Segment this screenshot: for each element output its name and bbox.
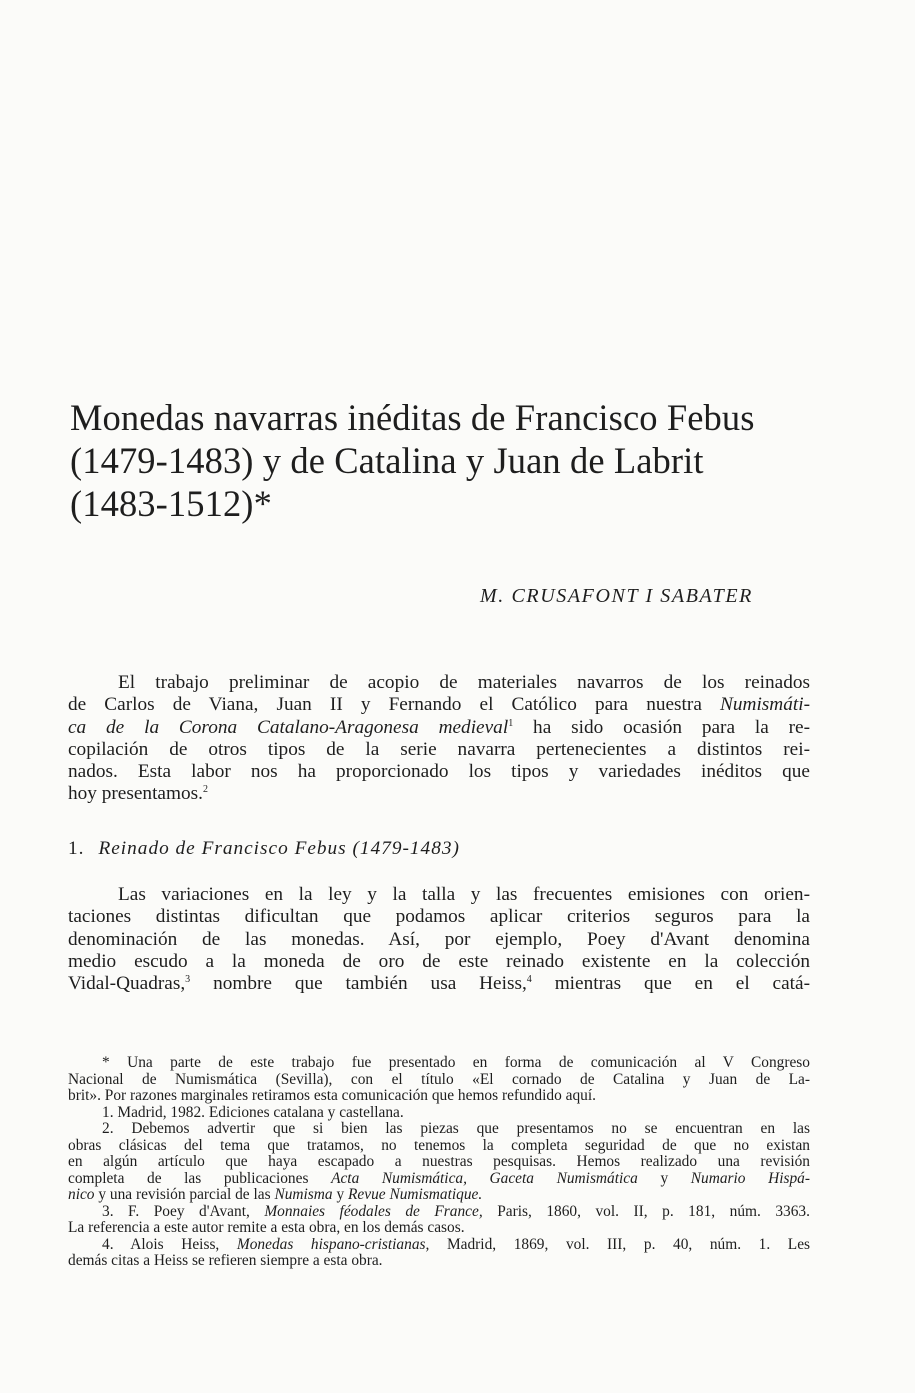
footnote-2: 2. Debemos advertir que si bien las piezas que presentamos no se encuentran en las — [102, 1120, 810, 1137]
book-title-ref: ca de la Corona Catalano-Aragonesa medieval — [68, 716, 509, 738]
footnote-marker-3: 3 — [185, 974, 191, 986]
text-line: hoy presentamos.$^2$ — [68, 783, 208, 805]
section-paragraph — [68, 884, 810, 995]
footnote-line: obras clásicas del tema que tratamos, no tenemos la completa seguridad de que no existan — [68, 1136, 810, 1154]
title-line-2: (1479-1483) y de Catalina y Juan de Labrit — [70, 440, 704, 481]
footnote-line: completa de las publicaciones Acta Numismática, Gaceta Numismática y Numario Hispá- — [68, 1169, 810, 1187]
intro-paragraph — [68, 672, 810, 806]
footnote-4: 4. Alois Heiss, Monedas hispano-cristianas, Madrid, 1869, vol. III, p. 40, núm. 1. Les — [102, 1235, 811, 1253]
article-author: M. CRUSAFONT I SABATER — [480, 585, 753, 607]
text-line: denominación de las monedas. Así, por ejemplo, Poey d'Avant denomina — [68, 928, 810, 950]
footnote-line: en algún artículo que haya escapado a nuestras pesquisas. Hemos realizado una revisión — [68, 1153, 810, 1170]
footnote-marker-1: 1 — [508, 717, 514, 729]
footnote-1: 1. Madrid, 1982. Ediciones catalana y castellana. — [102, 1103, 404, 1121]
text-line: El trabajo preliminar de acopio de materiales navarros de los reinados — [118, 672, 810, 693]
text-line: de Carlos de Viana, Juan II y Fernando el Católico para nuestra Numismáti- — [68, 694, 811, 716]
title-line-1: Monedas navarras inéditas de Francisco Febus — [70, 397, 755, 438]
text-line: taciones distintas dificultan que podamos aplicar criterios seguros para la — [68, 906, 810, 928]
footnote-line: nico y una revisión parcial de las Numisma y Revue Numismatique. — [68, 1186, 483, 1203]
footnote-3: 3. F. Poey d'Avant, Monnaies féodales de France, Paris, 1860, vol. II, p. 181, núm. 3363. — [102, 1202, 810, 1220]
section-number: 1. — [68, 838, 85, 859]
book-title-ref: Numismáti- — [720, 694, 811, 716]
section-heading — [68, 838, 460, 860]
text-line: Vidal-Quadras,$^3$ nombre que también usa Heiss,$^4$ mientras que en el catá- — [68, 973, 811, 995]
footnote-marker-4: 4 — [526, 974, 532, 986]
footnote-line: brit». Por razones marginales retiramos esta comunicación que hemos refundido aquí. — [68, 1087, 596, 1104]
text-line: copilación de otros tipos de la serie navarra pertenecientes a distintos rei- — [68, 738, 810, 760]
footnote-line: La referencia a este autor remite a esta obra, en los demás casos. — [68, 1219, 465, 1236]
text-line: medio escudo a la moneda de oro de este reinado existente en la colección — [68, 950, 810, 972]
footnotes — [68, 1055, 810, 1270]
footnote-star: * Una parte de este trabajo fue presentado en forma de comunicación al V Congreso — [102, 1054, 810, 1071]
footnote-line: demás citas a Heiss se refieren siempre a esta obra. — [68, 1252, 383, 1269]
text-line: nados. Esta labor nos ha proporcionado los tipos y variedades inéditos que — [68, 761, 810, 783]
footnote-line: Nacional de Numismática (Sevilla), con el título «El cornado de Catalina y Juan de La- — [68, 1070, 810, 1088]
footnote-marker-2: 2 — [202, 784, 208, 796]
title-line-3: (1483-1512)* — [70, 483, 272, 524]
section-title: Reinado de Francisco Febus (1479-1483) — [98, 838, 460, 859]
text-line: Las variaciones en la ley y la talla y las frecuentes emisiones con orien- — [118, 884, 810, 905]
text-line: ca de la Corona Catalano-Aragonesa medieval$^1$ ha sido ocasión para la re- — [68, 716, 811, 738]
article-title — [70, 396, 830, 525]
